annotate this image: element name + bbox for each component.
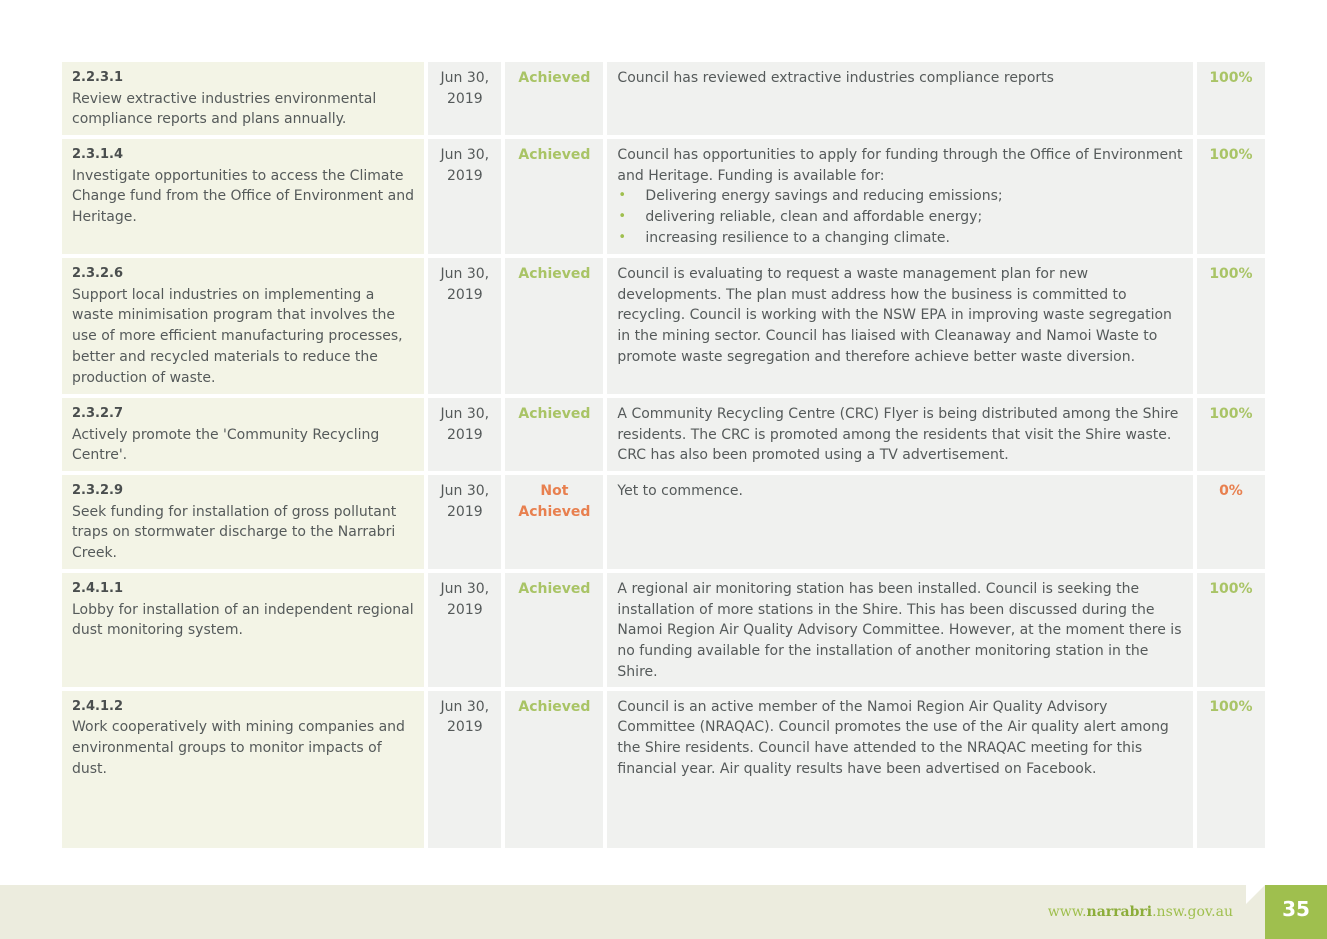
due-date-cell: Jun 30, 2019 (428, 62, 501, 135)
website-link[interactable]: www.narrabri.nsw.gov.au (1047, 904, 1233, 920)
action-code: 2.2.3.1 (72, 70, 123, 85)
action-cell (62, 258, 424, 394)
comment-cell (607, 139, 1192, 254)
comment-cell (607, 475, 1192, 569)
action-cell (62, 139, 424, 254)
status-cell: Achieved (505, 398, 603, 471)
table-row (62, 62, 1265, 135)
comment-text: Yet to commence. (617, 483, 743, 499)
table-row (62, 573, 1265, 687)
action-description: Investigate opportunities to access the Climate Change fund from the Office of Environment and Heritage. (72, 167, 414, 226)
status-cell: Achieved (505, 258, 603, 394)
due-date-cell: Jun 30, 2019 (428, 398, 501, 471)
comment-cell (607, 398, 1192, 471)
action-cell (62, 691, 424, 848)
comment-bullet-list (617, 186, 1182, 248)
comment-cell (607, 62, 1192, 135)
status-cell: Not Achieved (505, 475, 603, 569)
action-description: Lobby for installation of an independent regional dust monitoring system. (72, 601, 414, 639)
percent-complete-cell: 100% (1197, 62, 1265, 135)
status-cell: Achieved (505, 691, 603, 848)
percent-complete-cell: 0% (1197, 475, 1265, 569)
percent-complete-cell: 100% (1197, 691, 1265, 848)
status-cell: Achieved (505, 573, 603, 687)
action-code: 2.3.2.9 (72, 483, 123, 498)
status-cell: Achieved (505, 62, 603, 135)
action-cell (62, 475, 424, 569)
table-row (62, 398, 1265, 471)
comment-text: Council has opportunities to apply for funding through the Office of Environment and Heritage. Funding is available for: (617, 147, 1183, 184)
comment-bullet-item: • delivering reliable, clean and affordable energy; (617, 207, 1182, 228)
percent-complete-cell: 100% (1197, 258, 1265, 394)
action-code: 2.3.2.6 (72, 266, 123, 281)
percent-complete-cell: 100% (1197, 398, 1265, 471)
report-table-body (62, 62, 1265, 848)
action-cell (62, 62, 424, 135)
comment-text: Council is evaluating to request a waste management plan for new developments. The plan must address how the business is committed to recycling. Council is working with the NSW EPA in improving waste segregation in the mining sector. Council has liaised with Cleanaway and Namoi Waste to promote waste segregation and therefore achieve better waste diversion. (617, 266, 1172, 365)
comment-text: A Community Recycling Centre (CRC) Flyer is being distributed among the Shire residents. The CRC is promoted among the residents that visit the Shire waste. CRC has also been promoted using a TV advertisement. (617, 406, 1179, 464)
due-date-cell: Jun 30, 2019 (428, 573, 501, 687)
action-cell (62, 573, 424, 687)
action-description: Support local industries on implementing a waste minimisation program that involves the use of more efficient manufacturing processes, better and recycled materials to reduce the production of waste. (72, 286, 403, 386)
action-code: 2.4.1.2 (72, 698, 123, 714)
percent-complete-cell: 100% (1197, 139, 1265, 254)
table-row (62, 475, 1265, 569)
action-code: 2.3.2.7 (72, 406, 123, 421)
comment-cell (607, 691, 1192, 848)
due-date-cell: Jun 30, 2019 (428, 258, 501, 394)
action-code: 2.3.1.4 (72, 147, 123, 162)
action-code: 2.4.1.1 (72, 581, 123, 596)
comment-cell (607, 258, 1192, 394)
page-tab-notch (1246, 885, 1265, 904)
action-description: Actively promote the 'Community Recycling Centre'. (72, 426, 380, 464)
action-description: Work cooperatively with mining companies and environmental groups to monitor impacts of dust. (72, 719, 405, 777)
comment-text: Council is an active member of the Namoi Region Air Quality Advisory Committee (NRAQAC). Council promotes the use of the Air quality alert among the Shire residents. Council have attended to the NRAQAC meeting for this financial year. Air quality results have been advertised on Facebook. (617, 698, 1169, 777)
page-number: 35 (1282, 897, 1310, 921)
action-cell (62, 398, 424, 471)
action-description: Seek funding for installation of gross pollutant traps on stormwater discharge to the Narrabri Creek. (72, 503, 397, 562)
due-date-cell: Jun 30, 2019 (428, 139, 501, 254)
comment-cell (607, 573, 1192, 687)
progress-report-table (58, 58, 1269, 852)
table-row (62, 139, 1265, 254)
percent-complete-cell: 100% (1197, 573, 1265, 687)
comment-text: Council has reviewed extractive industries compliance reports (617, 70, 1054, 86)
comment-bullet-item: • increasing resilience to a changing climate. (617, 228, 1182, 249)
comment-bullet-item: • Delivering energy savings and reducing emissions; (617, 186, 1182, 207)
table-row (62, 691, 1265, 848)
status-cell: Achieved (505, 139, 603, 254)
due-date-cell: Jun 30, 2019 (428, 691, 501, 848)
table-row (62, 258, 1265, 394)
action-description: Review extractive industries environmental compliance reports and plans annually. (72, 90, 377, 128)
due-date-cell: Jun 30, 2019 (428, 475, 501, 569)
comment-text: A regional air monitoring station has been installed. Council is seeking the installation of more stations in the Shire. This has been discussed during the Namoi Region Air Quality Advisory Committee. However, at the moment there is no funding available for the installation of another monitoring station in the Shire. (617, 581, 1182, 680)
